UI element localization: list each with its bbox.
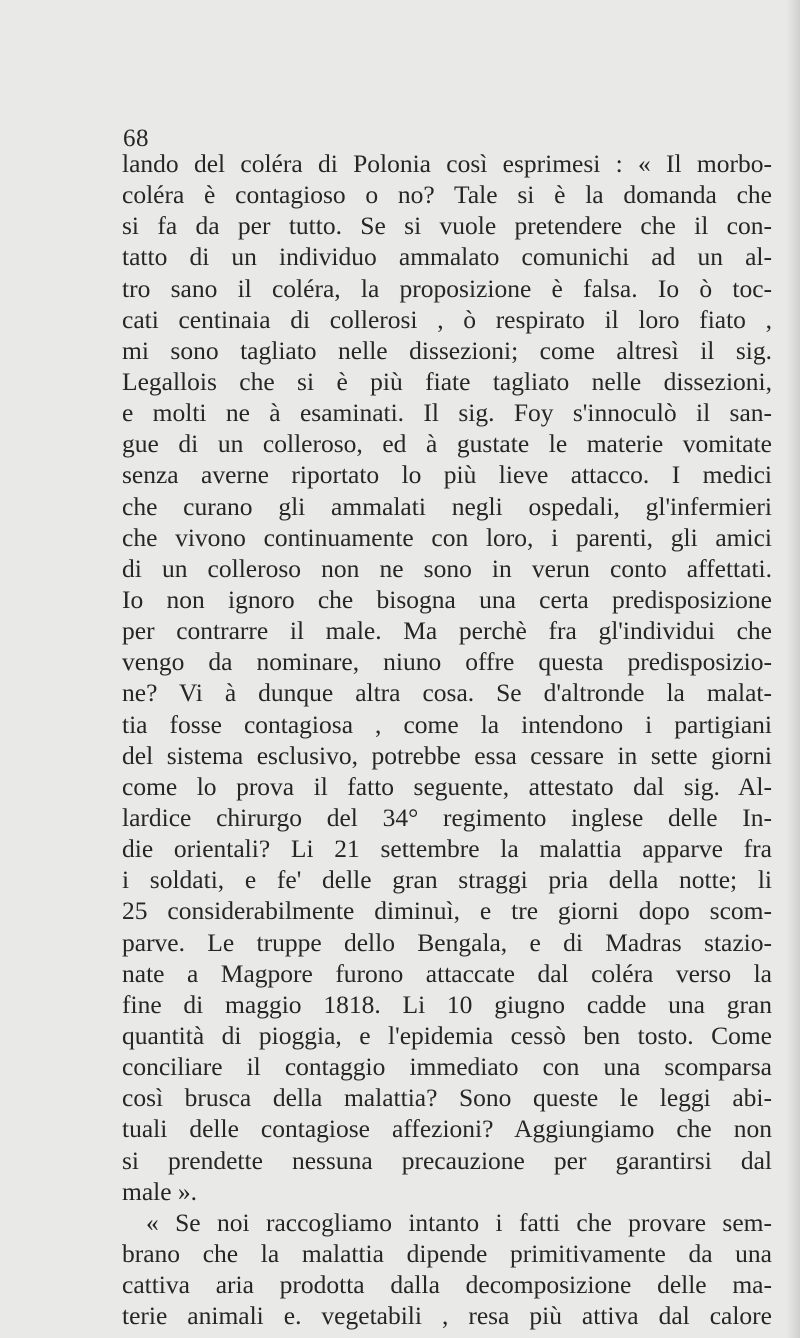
text-line: conciliare il contaggio immediato con una scomparsa: [122, 1052, 772, 1082]
text-line: tatto di un individuo ammalato comunichi ad un al-: [122, 242, 772, 272]
text-line: senza averne riportato lo più lieve attacco. I medici: [122, 460, 772, 490]
text-line: quantità di pioggia, e l'epidemia cessò ben tosto. Come: [122, 1020, 772, 1050]
text-line: tuali delle contagiose affezioni? Aggiungiamo che non: [122, 1114, 772, 1144]
page-number: 68: [123, 125, 149, 152]
text-line: tia fosse contagiosa , come la intendono i partigiani: [122, 709, 772, 739]
text-line: cati centinaia di collerosi , ò respirato il loro fiato ,: [122, 304, 772, 334]
text-line: così brusca della malattia? Sono queste le leggi abi-: [122, 1083, 772, 1113]
text-line: per contrarre il male. Ma perchè fra gl'individui che: [122, 616, 772, 646]
text-line: « Se noi raccogliamo intanto i fatti che provare sem-: [146, 1207, 772, 1237]
text-line: Legallois che si è più fiate tagliato nelle dissezioni,: [122, 366, 772, 396]
text-line: mi sono tagliato nelle dissezioni; come altresì il sig.: [122, 335, 772, 365]
text-line: terie animali e. vegetabili , resa più attiva dal calore: [122, 1301, 772, 1331]
text-line: di un colleroso non ne sono in verun conto affettati.: [122, 553, 772, 583]
text-line: 25 considerabilmente diminuì, e tre giorni dopo scom-: [122, 896, 772, 926]
text-line: lardice chirurgo del 34° regimento inglese delle In-: [122, 802, 772, 832]
text-line: i soldati, e fe' delle gran straggi pria della notte; li: [122, 865, 772, 895]
text-line: nate a Magpore furono attaccate dal coléra verso la: [122, 958, 772, 988]
text-line: tro sano il coléra, la proposizione è falsa. Io ò toc-: [122, 273, 772, 303]
page-edge-shadow: [786, 0, 800, 1338]
text-line: come lo prova il fatto seguente, attestato dal sig. Al-: [122, 771, 772, 801]
text-line: ne? Vi à dunque altra cosa. Se d'altronde la malat-: [122, 678, 772, 708]
body-text: [122, 148, 772, 1331]
text-line: si prendette nessuna precauzione per garantirsi dal: [122, 1145, 772, 1175]
text-line: male ».: [122, 1176, 198, 1206]
text-line: che curano gli ammalati negli ospedali, gl'infermieri: [122, 491, 772, 521]
text-line: die orientali? Li 21 settembre la malattia apparve fra: [122, 834, 772, 864]
text-line: parve. Le truppe dello Bengala, e di Madras stazio-: [122, 927, 772, 957]
text-line: che vivono continuamente con loro, i parenti, gli amici: [122, 522, 772, 552]
text-line: del sistema esclusivo, potrebbe essa cessare in sette giorni: [122, 740, 772, 770]
text-line: coléra è contagioso o no? Tale si è la domanda che: [122, 180, 772, 210]
text-line: fine di maggio 1818. Li 10 giugno cadde una gran: [122, 989, 772, 1019]
text-line: lando del coléra di Polonia così esprimesi : « Il morbo-: [122, 149, 772, 178]
text-line: cattiva aria prodotta dalla decomposizione delle ma-: [122, 1270, 772, 1300]
text-line: Io non ignoro che bisogna una certa predisposizione: [122, 584, 772, 614]
text-line: brano che la malattia dipende primitivamente da una: [122, 1238, 772, 1268]
text-line: vengo da nominare, niuno offre questa predisposizio-: [122, 647, 772, 677]
text-line: gue di un colleroso, ed à gustate le materie vomitate: [122, 429, 772, 459]
text-line: si fa da per tutto. Se si vuole pretendere che il con-: [122, 211, 772, 241]
text-line: e molti ne à esaminati. Il sig. Foy s'innoculò il san-: [122, 398, 772, 428]
